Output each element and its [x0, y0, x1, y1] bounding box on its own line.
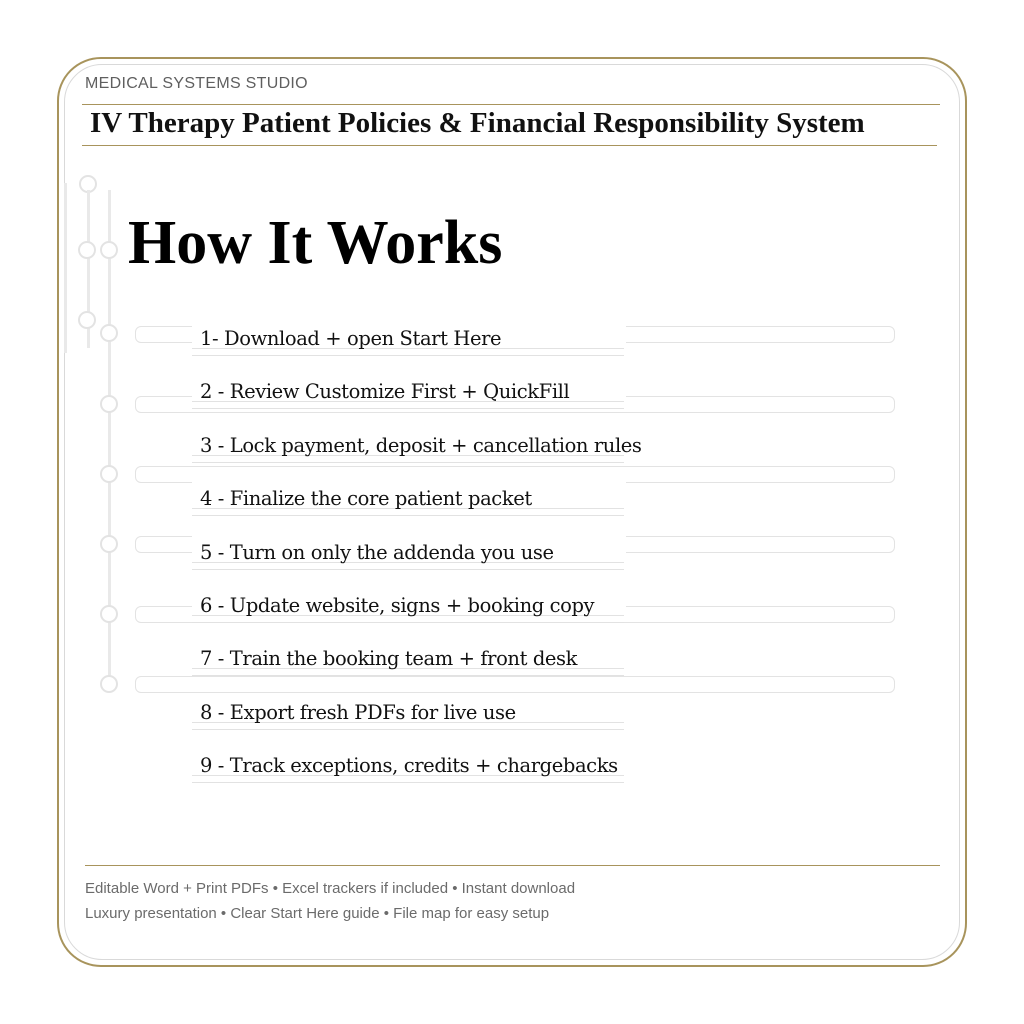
step-item — [192, 429, 642, 482]
header-top-rule — [82, 104, 940, 105]
track-ring — [100, 324, 118, 342]
step-text: 6 - Update website, signs + booking copy — [200, 593, 595, 617]
step-item — [192, 482, 626, 535]
track-ring — [100, 605, 118, 623]
step-text: 8 - Export fresh PDFs for live use — [200, 700, 516, 724]
track-ring — [78, 241, 96, 259]
step-item — [192, 749, 626, 802]
track-ring — [78, 311, 96, 329]
step-item — [192, 375, 626, 428]
step-item — [192, 642, 626, 695]
step-text: 2 - Review Customize First + QuickFill — [200, 380, 570, 404]
product-title: IV Therapy Patient Policies & Financial Responsibility System — [90, 107, 865, 139]
track-ring — [100, 535, 118, 553]
footer-features-line-1: Editable Word + Print PDFs • Excel trackers if included • Instant download — [85, 880, 576, 897]
step-item — [192, 589, 626, 642]
track-ring — [100, 675, 118, 693]
track-ring — [100, 395, 118, 413]
step-text: 7 - Train the booking team + front desk — [200, 647, 578, 671]
header-bottom-rule — [82, 145, 937, 146]
step-item — [192, 536, 626, 589]
step-text: 4 - Finalize the core patient packet — [200, 487, 532, 511]
step-text: 3 - Lock payment, deposit + cancellation rules — [200, 433, 642, 457]
footer-features-line-2: Luxury presentation • Clear Start Here guide • File map for easy setup — [85, 905, 550, 922]
track-ring — [100, 241, 118, 259]
track-ring — [100, 465, 118, 483]
section-heading: How It Works — [128, 209, 503, 277]
step-item — [192, 322, 626, 375]
footer-rule — [85, 865, 940, 866]
step-item — [192, 696, 626, 749]
step-text: 9 - Track exceptions, credits + chargebacks — [200, 754, 618, 778]
step-text: 1- Download + open Start Here — [200, 327, 502, 350]
track-edge — [64, 183, 67, 353]
brand-label: MEDICAL SYSTEMS STUDIO — [85, 75, 308, 92]
step-text: 5 - Turn on only the addenda you use — [200, 540, 554, 564]
steps-list — [192, 322, 642, 803]
